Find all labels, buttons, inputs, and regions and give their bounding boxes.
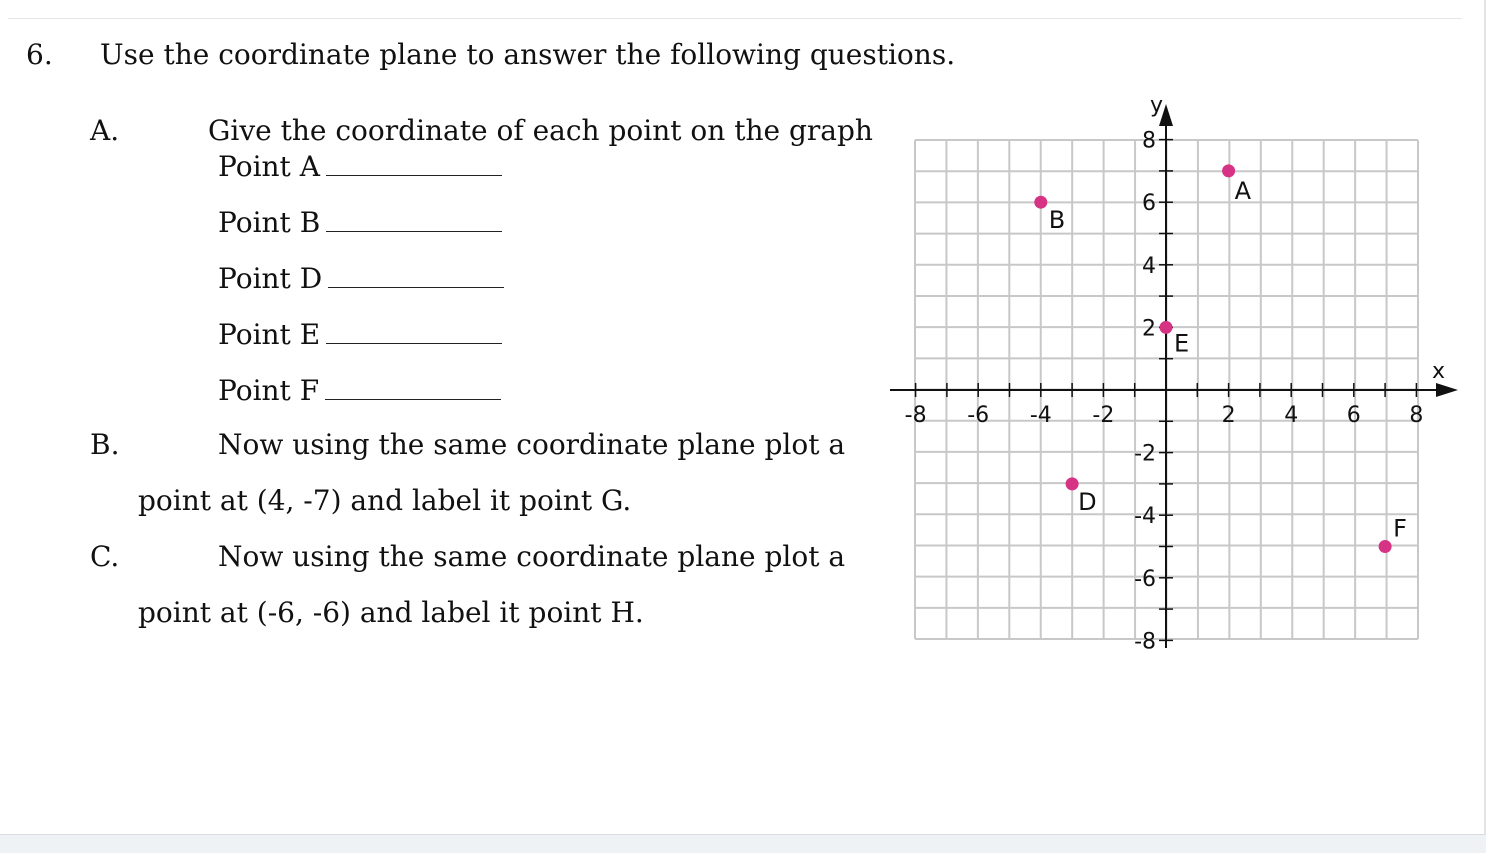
point-b-answer-line [218, 206, 502, 240]
y-tick-label: -8 [1134, 629, 1156, 655]
part-b-letter: B. [90, 428, 120, 461]
x-tick-label: -4 [1029, 403, 1052, 428]
point-a-blank[interactable] [326, 153, 502, 176]
x-axis-label: x [1432, 359, 1446, 384]
point-b-marker [1034, 196, 1047, 209]
point-f-answer-line [218, 374, 501, 408]
x-tick-label: -8 [904, 403, 927, 428]
y-tick-label: -4 [1134, 504, 1156, 530]
question-number: 6. [26, 38, 53, 71]
x-tick-label: 2 [1221, 403, 1236, 428]
x-tick-label: 6 [1346, 403, 1361, 428]
point-a-label: Point A [218, 150, 320, 183]
top-divider [8, 18, 1462, 19]
part-a-instruction: Give the coordinate of each point on the graph [208, 114, 873, 147]
point-d-answer-line [218, 262, 504, 296]
point-e-blank[interactable] [326, 321, 502, 344]
y-tick-label: -2 [1134, 441, 1156, 467]
part-c-line1: Now using the same coordinate plane plot a [218, 540, 846, 573]
point-b-label: B [1048, 206, 1066, 235]
point-f-label: F [1393, 514, 1407, 543]
coordinate-plane [880, 80, 1480, 660]
point-a-label: A [1234, 176, 1252, 205]
point-b-label: Point B [218, 206, 321, 239]
part-c-letter: C. [90, 540, 120, 573]
part-b-line1: Now using the same coordinate plane plot a [218, 428, 846, 461]
point-d-label: Point D [218, 262, 323, 295]
part-c-line2: point at (-6, -6) and label it point H. [138, 596, 644, 629]
point-f-blank[interactable] [325, 377, 501, 400]
part-b-line2: point at (4, -7) and label it point G. [138, 484, 632, 517]
x-tick-label: 4 [1284, 403, 1299, 428]
point-f-label: Point F [218, 374, 320, 407]
question-prompt: Use the coordinate plane to answer the following questions. [100, 38, 956, 71]
point-d-label: D [1078, 487, 1097, 516]
point-a-marker [1222, 164, 1235, 177]
point-d-marker [1066, 477, 1079, 490]
point-a-answer-line [218, 150, 502, 184]
y-tick-label: 2 [1142, 316, 1156, 342]
point-e-label: Point E [218, 318, 321, 351]
x-tick-label: -6 [967, 403, 990, 428]
y-tick-label: 6 [1142, 191, 1156, 217]
y-tick-label: 8 [1142, 128, 1156, 154]
bottom-scroll-bar [0, 834, 1486, 853]
y-axis-label: y [1150, 93, 1164, 118]
point-e-answer-line [218, 318, 502, 352]
point-d-blank[interactable] [328, 265, 504, 288]
y-tick-label: 4 [1142, 253, 1156, 279]
x-tick-label: 8 [1409, 403, 1424, 428]
point-e-label: E [1174, 329, 1190, 358]
point-e-marker [1160, 321, 1173, 334]
part-a-letter: A. [90, 114, 120, 147]
point-b-blank[interactable] [326, 209, 502, 232]
y-tick-label: -6 [1134, 566, 1156, 592]
x-axis-arrow [1436, 383, 1458, 397]
x-tick-label: -2 [1092, 403, 1115, 428]
point-f-marker [1379, 540, 1392, 553]
